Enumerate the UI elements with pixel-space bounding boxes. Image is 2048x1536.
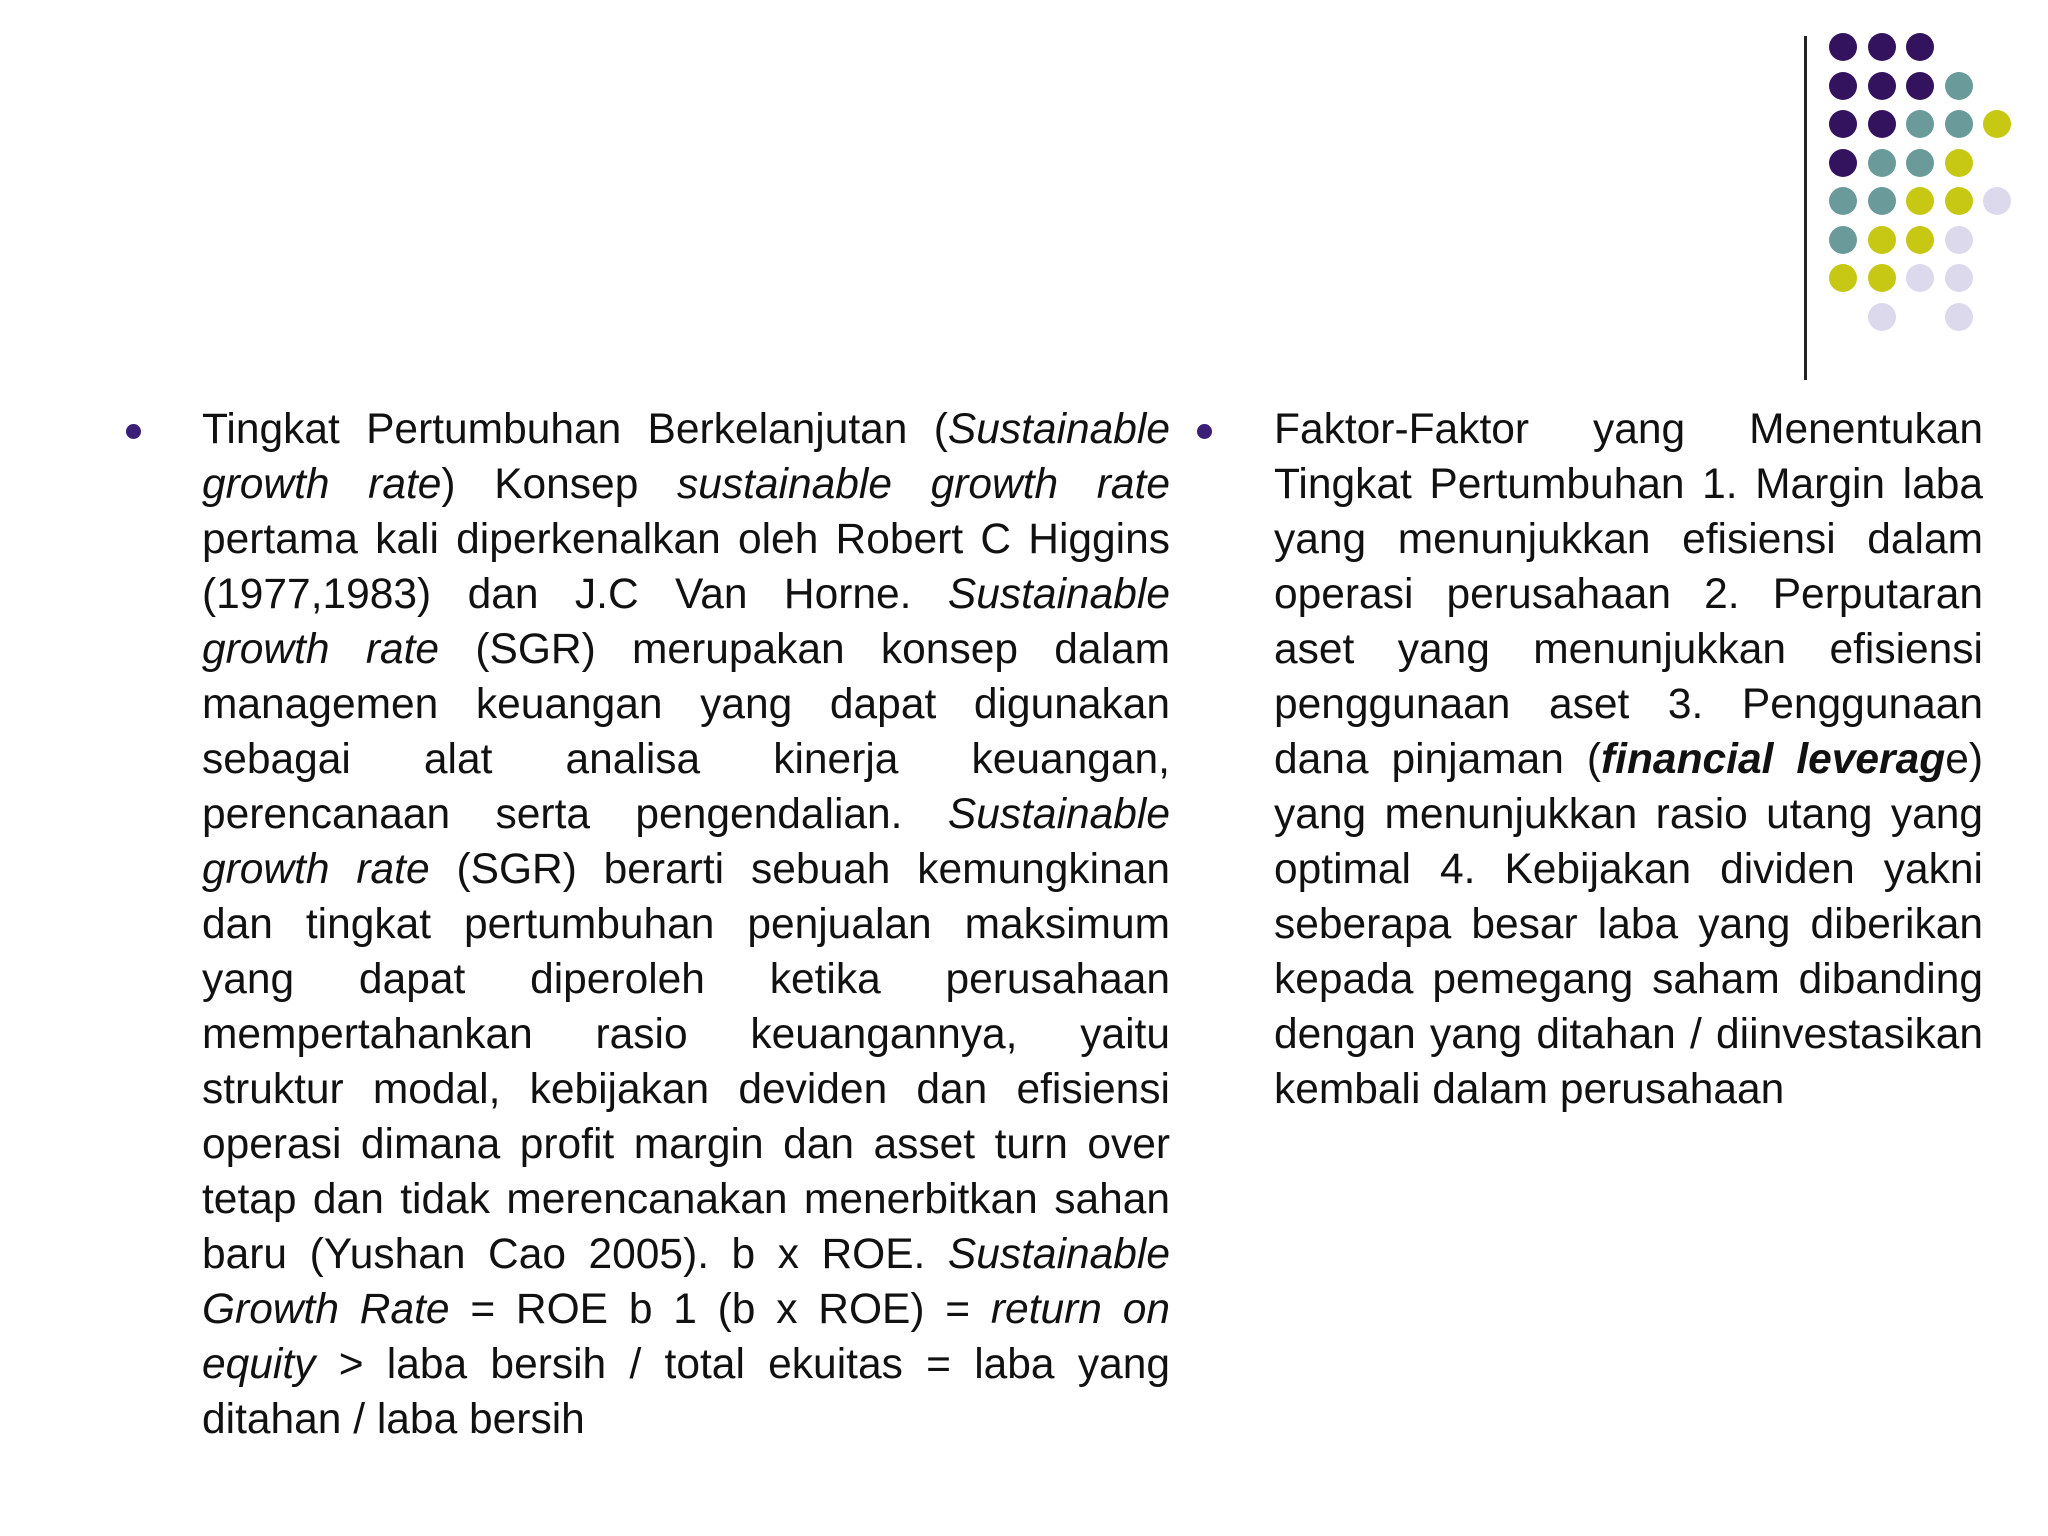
decorative-dot	[1868, 149, 1896, 177]
decorative-dot	[1868, 187, 1896, 215]
decorative-dot	[1983, 187, 2011, 215]
italic-term: Sustainable growth rate	[202, 571, 1170, 673]
right-text-block	[1274, 402, 1983, 1117]
decorative-dot	[1983, 110, 2011, 138]
decorative-dot	[1945, 72, 1973, 100]
decorative-dot	[1906, 226, 1934, 254]
decorative-dot	[1945, 264, 1973, 292]
text-run: e) yang menunjukkan rasio utang yang optimal 4. Kebijakan dividen yakni seberapa besar laba yang diberikan kepada pemegang saham dibanding dengan yang ditahan / diinvestasikan kembali dalam perusahaan	[1274, 736, 1983, 1113]
decorative-dot	[1906, 72, 1934, 100]
text-run: (SGR) merupakan konsep dalam managemen keuangan yang dapat digunakan sebagai alat analisa kinerja keuangan, perencanaan serta pengendalian.	[202, 626, 1170, 838]
decorative-dot	[1868, 110, 1896, 138]
left-text-block	[202, 402, 1170, 1447]
decorative-dot	[1868, 72, 1896, 100]
decorative-dot	[1829, 33, 1857, 61]
italic-term: Sustainable Growth Rate	[202, 1231, 1170, 1333]
text-run: Tingkat Pertumbuhan Berkelanjutan (	[202, 406, 948, 453]
decorative-dot	[1868, 226, 1896, 254]
decorative-dot	[1906, 149, 1934, 177]
text-run: ) Konsep	[441, 461, 677, 508]
text-run: = ROE b 1 (b x ROE) =	[449, 1286, 991, 1333]
decorative-dot	[1868, 264, 1896, 292]
decorative-dot	[1829, 187, 1857, 215]
text-run: pertama kali diperkenalkan oleh Robert C Higgins (1977,1983) dan J.C Van Horne.	[202, 516, 1170, 618]
text-run: Faktor-Faktor yang Menentukan Tingkat Pertumbuhan 1. Margin laba yang menunjukkan efisiensi dalam operasi perusahaan 2. Perputaran aset yang menunjukkan efisiensi penggunaan aset 3. Penggunaan dana pinjaman (	[1274, 406, 1983, 783]
vertical-divider	[1804, 36, 1807, 380]
decorative-dot	[1906, 110, 1934, 138]
decorative-dot	[1945, 187, 1973, 215]
italic-term: Sustainable growth rate	[202, 791, 1170, 893]
bullet-icon	[1197, 424, 1212, 439]
text-run: > laba bersih / total ekuitas = laba yang ditahan / laba bersih	[202, 1341, 1170, 1443]
bullet-icon	[126, 424, 141, 439]
decorative-dot	[1829, 72, 1857, 100]
decorative-dot	[1829, 264, 1857, 292]
italic-term: Sustainable growth rate	[202, 406, 1170, 508]
decorative-dot-grid	[1829, 33, 2038, 335]
decorative-dot	[1906, 187, 1934, 215]
italic-term: return on equity	[202, 1286, 1170, 1388]
bold-italic-term: financial leverag	[1601, 736, 1946, 783]
decorative-dot	[1829, 149, 1857, 177]
italic-term: sustainable growth rate	[676, 461, 1170, 508]
decorative-dot	[1906, 264, 1934, 292]
decorative-dot	[1829, 110, 1857, 138]
decorative-dot	[1868, 303, 1896, 331]
decorative-dot	[1945, 303, 1973, 331]
decorative-dot	[1829, 226, 1857, 254]
decorative-dot	[1945, 149, 1973, 177]
decorative-dot	[1906, 33, 1934, 61]
decorative-dot	[1868, 33, 1896, 61]
decorative-dot	[1945, 226, 1973, 254]
text-run: (SGR) berarti sebuah kemungkinan dan tingkat pertumbuhan penjualan maksimum yang dapat diperoleh ketika perusahaan mempertahankan rasio keuangannya, yaitu struktur modal, kebijakan deviden dan efisiensi operasi dimana profit margin dan asset turn over tetap dan tidak merencanakan menerbitkan sahan baru (Yushan Cao 2005). b x ROE.	[202, 846, 1170, 1278]
decorative-dot	[1945, 110, 1973, 138]
